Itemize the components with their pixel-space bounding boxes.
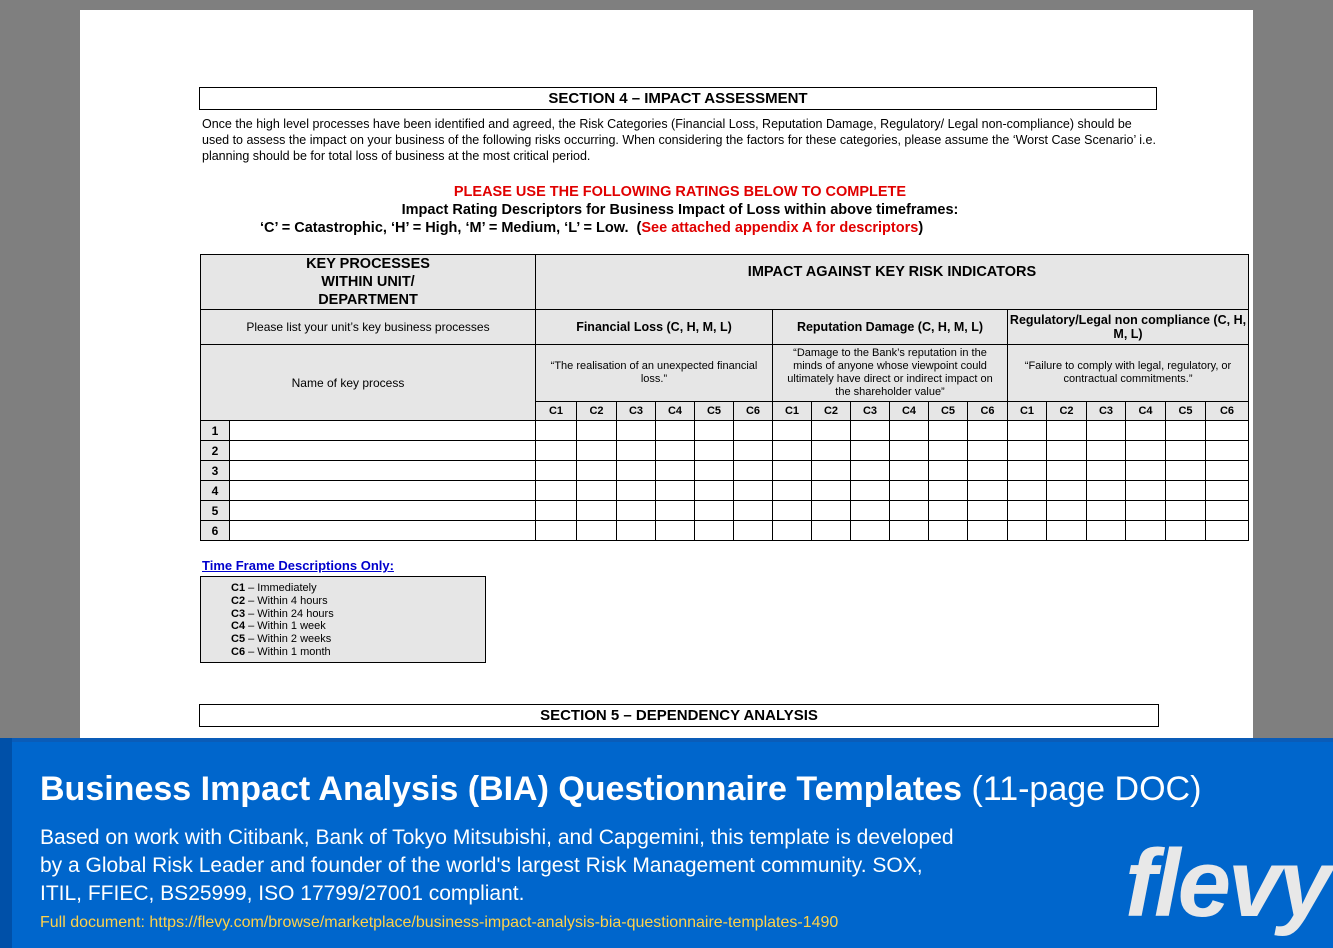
rating-cell[interactable] [734, 441, 773, 461]
table-row [201, 501, 1249, 521]
code-header: C3 [851, 402, 890, 421]
rating-cell[interactable] [695, 441, 734, 461]
timeframe-text: – Within 1 week [245, 620, 326, 633]
timeframe-code: C6 [231, 645, 246, 658]
banner-left-edge [0, 738, 12, 948]
rating-cell[interactable] [695, 461, 734, 481]
rating-cell[interactable] [536, 441, 577, 461]
timeframe-text: – Within 4 hours [245, 594, 328, 607]
process-name-cell[interactable] [230, 481, 536, 501]
rating-cell[interactable] [617, 461, 656, 481]
rating-cell[interactable] [812, 501, 851, 521]
timeframe-item [201, 646, 485, 659]
banner-title-suffix: (11-page DOC) [962, 770, 1202, 808]
rating-cell[interactable] [577, 421, 617, 441]
table-row [201, 441, 1249, 461]
rating-cell[interactable] [577, 501, 617, 521]
rating-cell[interactable] [1206, 481, 1249, 501]
rating-cell[interactable] [577, 441, 617, 461]
rating-cell[interactable] [1206, 521, 1249, 541]
rating-cell[interactable] [1008, 521, 1047, 541]
timeframe-text: – Within 2 weeks [245, 633, 332, 646]
ratings-open-paren: ( [636, 220, 642, 236]
rating-cell[interactable] [968, 481, 1008, 501]
rating-cell[interactable] [929, 441, 968, 461]
rating-cell[interactable] [1206, 441, 1249, 461]
code-header: C4 [1126, 402, 1166, 421]
rating-cell[interactable] [851, 441, 890, 461]
reputation-damage-header: Reputation Damage (C, H, M, L) [773, 310, 1008, 345]
code-header: C5 [695, 402, 734, 421]
code-header: C3 [1087, 402, 1126, 421]
impact-header: IMPACT AGAINST KEY RISK INDICATORS [536, 255, 1249, 310]
rating-cell[interactable] [1087, 441, 1126, 461]
rating-cell[interactable] [1087, 501, 1126, 521]
rating-cell[interactable] [734, 481, 773, 501]
rating-cell[interactable] [617, 501, 656, 521]
timeframe-title: Time Frame Descriptions Only: [202, 558, 394, 573]
rating-cell[interactable] [1087, 461, 1126, 481]
rating-cell[interactable] [577, 461, 617, 481]
financial-loss-description: “The realisation of an unexpected financial loss.” [536, 345, 773, 402]
rating-cell[interactable] [773, 481, 812, 501]
rating-cell[interactable] [656, 501, 695, 521]
rating-cell[interactable] [536, 421, 577, 441]
rating-cell[interactable] [812, 461, 851, 481]
timeframe-code: C3 [231, 607, 246, 620]
flevy-logo[interactable]: flevy [1125, 830, 1329, 937]
rating-cell[interactable] [812, 481, 851, 501]
rating-cell[interactable] [617, 441, 656, 461]
row-number: 4 [201, 481, 230, 501]
code-header: C4 [656, 402, 695, 421]
timeframe-code: C2 [231, 594, 246, 607]
rating-cell[interactable] [695, 501, 734, 521]
rating-cell[interactable] [1166, 441, 1206, 461]
rating-cell[interactable] [1166, 461, 1206, 481]
code-header: C6 [968, 402, 1008, 421]
rating-cell[interactable] [890, 521, 929, 541]
rating-cell[interactable] [656, 421, 695, 441]
rating-cell[interactable] [812, 421, 851, 441]
rating-cell[interactable] [577, 481, 617, 501]
timeframe-item [201, 620, 485, 633]
rating-cell[interactable] [1206, 501, 1249, 521]
rating-cell[interactable] [536, 481, 577, 501]
code-header: C3 [617, 402, 656, 421]
rating-cell[interactable] [695, 421, 734, 441]
process-name-cell[interactable] [230, 461, 536, 481]
rating-cell[interactable] [617, 421, 656, 441]
code-header: C4 [890, 402, 929, 421]
code-header: C5 [1166, 402, 1206, 421]
rating-cell[interactable] [1008, 501, 1047, 521]
financial-loss-header: Financial Loss (C, H, M, L) [536, 310, 773, 345]
code-header: C6 [1206, 402, 1249, 421]
code-header: C5 [929, 402, 968, 421]
rating-cell[interactable] [1166, 481, 1206, 501]
process-name-cell[interactable] [230, 521, 536, 541]
timeframe-text: – Within 24 hours [245, 607, 334, 620]
timeframe-item [201, 595, 485, 608]
rating-cell[interactable] [1008, 421, 1047, 441]
code-header: C6 [734, 402, 773, 421]
rating-cell[interactable] [1126, 421, 1166, 441]
rating-cell[interactable] [812, 441, 851, 461]
rating-cell[interactable] [773, 441, 812, 461]
table-row [201, 481, 1249, 501]
reputation-damage-description: “Damage to the Bank’s reputation in the minds of anyone whose viewpoint could ultimately have direct or indirect impact on the shareholder value” [773, 345, 1008, 402]
rating-cell[interactable] [929, 481, 968, 501]
rating-cell[interactable] [1047, 481, 1087, 501]
rating-cell[interactable] [773, 501, 812, 521]
rating-cell[interactable] [851, 521, 890, 541]
name-of-key-process-label: Name of key process [201, 345, 536, 421]
banner-title [40, 770, 1201, 809]
rating-cell[interactable] [617, 481, 656, 501]
regulatory-header: Regulatory/Legal non compliance (C, H, M, L) [1008, 310, 1249, 345]
rating-cell[interactable] [890, 421, 929, 441]
section4-title: SECTION 4 – IMPACT ASSESSMENT [199, 87, 1157, 110]
rating-cell[interactable] [734, 421, 773, 441]
rating-cell[interactable] [1047, 421, 1087, 441]
rating-cell[interactable] [1047, 441, 1087, 461]
key-processes-header: KEY PROCESSES WITHIN UNIT/ DEPARTMENT [201, 255, 536, 310]
section5-title: SECTION 5 – DEPENDENCY ANALYSIS [199, 704, 1159, 727]
rating-cell[interactable] [1047, 501, 1087, 521]
rating-cell[interactable] [1126, 501, 1166, 521]
rating-cell[interactable] [812, 521, 851, 541]
row-number: 3 [201, 461, 230, 481]
rating-cell[interactable] [851, 461, 890, 481]
appendix-reference: See attached appendix A for descriptors [641, 220, 919, 236]
rating-cell[interactable] [1166, 421, 1206, 441]
timeframe-code: C4 [231, 620, 246, 633]
document-link[interactable]: Full document: https://flevy.com/browse/marketplace/business-impact-analysis-bia-questionnaire-templates-1490 [40, 914, 839, 931]
row-number: 2 [201, 441, 230, 461]
banner-top-edge [0, 738, 1333, 742]
rating-cell[interactable] [890, 481, 929, 501]
timeframe-item [201, 582, 485, 595]
rating-cell[interactable] [1206, 461, 1249, 481]
process-name-cell[interactable] [230, 501, 536, 521]
timeframe-text: – Within 1 month [245, 645, 331, 658]
rating-cell[interactable] [890, 461, 929, 481]
rating-cell[interactable] [695, 481, 734, 501]
descriptor-line: Impact Rating Descriptors for Business Impact of Loss within above timeframes: [401, 202, 959, 218]
promo-banner [0, 738, 1333, 948]
row-number: 1 [201, 421, 230, 441]
rating-cell[interactable] [656, 481, 695, 501]
table-row [201, 521, 1249, 541]
ratings-line [260, 219, 1260, 237]
ratings-instruction: PLEASE USE THE FOLLOWING RATINGS BELOW TO COMPLETE [453, 184, 907, 200]
rating-cell[interactable] [577, 521, 617, 541]
rating-cell[interactable] [1008, 441, 1047, 461]
rating-cell[interactable] [929, 521, 968, 541]
timeframe-text: – Immediately [245, 582, 317, 594]
rating-cell[interactable] [1047, 461, 1087, 481]
process-name-cell[interactable] [230, 441, 536, 461]
code-header: C1 [773, 402, 812, 421]
section4-intro: Once the high level processes have been identified and agreed, the Risk Categories (Financial Loss, Reputation Damage, Regulatory/ Legal non-compliance) should be used to assess the impact on your business of the following risks occurring. When considering the factors for these categories, please assume the ‘Worst Case Scenario’ i.e. planning should be for total loss of business at the most critical period. [202, 117, 1156, 163]
document-page [80, 10, 1253, 748]
ratings-close-paren: ) [918, 220, 924, 236]
code-header: C2 [577, 402, 617, 421]
rating-cell[interactable] [536, 501, 577, 521]
banner-description: Based on work with Citibank, Bank of Tokyo Mitsubishi, and Capgemini, this template is developed by a Global Risk Leader and founder of the world's largest Risk Management community. SOX, ITIL, FFIEC, BS25999, ISO 17799/27001 compliant. [40, 826, 954, 905]
row-number: 6 [201, 521, 230, 541]
rating-cell[interactable] [968, 521, 1008, 541]
rating-cell[interactable] [1047, 521, 1087, 541]
rating-cell[interactable] [1126, 441, 1166, 461]
rating-cell[interactable] [1166, 521, 1206, 541]
process-name-cell[interactable] [230, 421, 536, 441]
rating-cell[interactable] [851, 481, 890, 501]
rating-cell[interactable] [536, 521, 577, 541]
list-instruction: Please list your unit’s key business processes [201, 310, 536, 345]
rating-cell[interactable] [1206, 421, 1249, 441]
banner-title-main: Business Impact Analysis (BIA) Questionnaire Templates [40, 770, 963, 808]
rating-cell[interactable] [734, 501, 773, 521]
rating-cell[interactable] [1126, 461, 1166, 481]
rating-cell[interactable] [968, 461, 1008, 481]
rating-cell[interactable] [851, 421, 890, 441]
rating-cell[interactable] [773, 521, 812, 541]
rating-cell[interactable] [1008, 481, 1047, 501]
rating-cell[interactable] [536, 461, 577, 481]
row-number: 5 [201, 501, 230, 521]
rating-cell[interactable] [773, 421, 812, 441]
rating-cell[interactable] [1126, 521, 1166, 541]
rating-cell[interactable] [851, 501, 890, 521]
rating-cell[interactable] [1087, 481, 1126, 501]
rating-cell[interactable] [656, 461, 695, 481]
rating-cell[interactable] [1087, 421, 1126, 441]
table-row [201, 461, 1249, 481]
rating-cell[interactable] [656, 521, 695, 541]
rating-cell[interactable] [617, 521, 656, 541]
rating-cell[interactable] [1166, 501, 1206, 521]
rating-cell[interactable] [929, 461, 968, 481]
rating-cell[interactable] [1008, 461, 1047, 481]
code-header: C1 [536, 402, 577, 421]
timeframe-item [201, 608, 485, 621]
rating-cell[interactable] [890, 441, 929, 461]
rating-cell[interactable] [1126, 481, 1166, 501]
code-header: C1 [1008, 402, 1047, 421]
rating-cell[interactable] [929, 501, 968, 521]
rating-cell[interactable] [890, 501, 929, 521]
rating-cell[interactable] [968, 441, 1008, 461]
rating-cell[interactable] [656, 441, 695, 461]
code-header: C2 [812, 402, 851, 421]
rating-cell[interactable] [929, 421, 968, 441]
timeframe-code: C5 [231, 633, 246, 646]
impact-assessment-table [200, 254, 1249, 541]
regulatory-description: “Failure to comply with legal, regulatory, or contractual commitments.” [1008, 345, 1249, 402]
timeframe-box [200, 576, 486, 663]
timeframe-item [201, 633, 485, 646]
ratings-text: ‘C’ = Catastrophic, ‘H’ = High, ‘M’ = Medium, ‘L’ = Low. [260, 220, 629, 236]
rating-cell[interactable] [734, 521, 773, 541]
rating-cell[interactable] [734, 461, 773, 481]
rating-cell[interactable] [695, 521, 734, 541]
rating-cell[interactable] [968, 421, 1008, 441]
rating-cell[interactable] [968, 501, 1008, 521]
rating-cell[interactable] [773, 461, 812, 481]
code-header: C2 [1047, 402, 1087, 421]
rating-cell[interactable] [1087, 521, 1126, 541]
timeframe-code: C1 [231, 582, 246, 594]
table-row [201, 421, 1249, 441]
